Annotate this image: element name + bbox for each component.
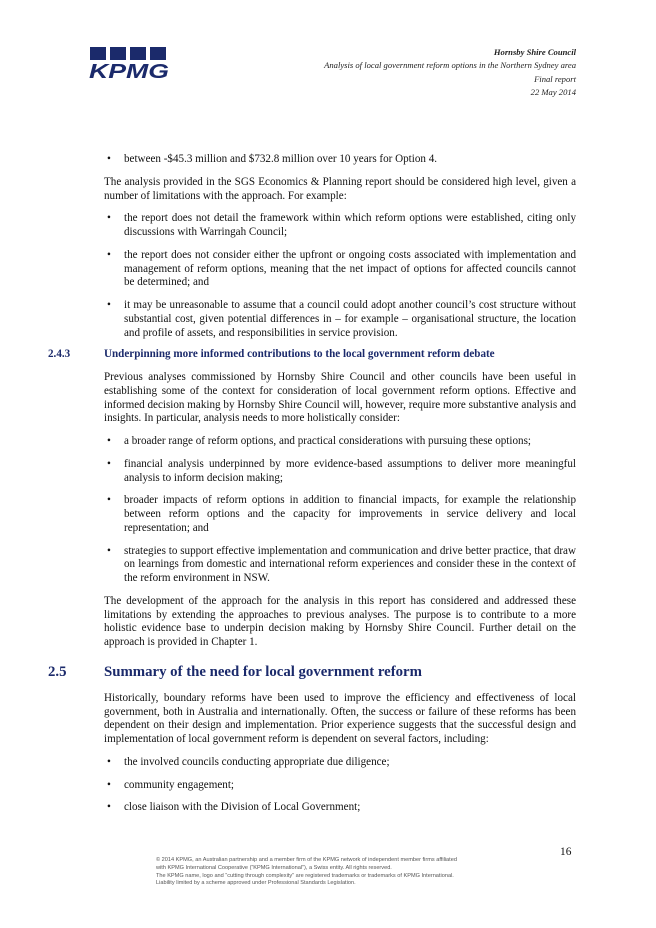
subsection-number: 2.4.3 — [48, 348, 71, 361]
paragraph-historically: Historically, boundary reforms have been used to improve the efficiency and effectiveness of local government, both in Australia and internationally. Often, the success or failure of these reforms has been dependent on their design and implementation. Prior experience suggests that the successful design and implementation of local government reform is dependent on several factors, including: — [104, 691, 576, 745]
section-heading — [48, 663, 576, 681]
footer-legal — [156, 857, 536, 888]
header-organisation: Hornsby Shire Council — [493, 47, 576, 57]
section-title: Summary of the need for local government reform — [104, 663, 422, 680]
header-subtitle: Analysis of local government reform options in the Northern Sydney area — [324, 60, 576, 71]
footer-line: The KPMG name, logo and “cutting through complexity” are registered trademarks or trademarks of KPMG International. — [156, 872, 454, 879]
paragraph-development: The development of the approach for the analysis in this report has considered and addressed these limitations by extending the approaches to previous analyses. The purpose is to contribute to a more holistic evidence base to underpin decision making by Hornsby Shire Council. Further detail on the approach is provided in Chapter 1. — [104, 594, 576, 648]
list-item: • the report does not detail the framework within which reform options were established, citing only discussions with Warringah Council; — [104, 212, 576, 240]
subsection-heading — [48, 348, 576, 362]
running-header — [324, 46, 576, 99]
list-item: • between -$45.3 million and $732.8 million over 10 years for Option 4. — [104, 153, 576, 167]
page-number: 16 — [560, 846, 572, 858]
page-body — [48, 153, 576, 815]
paragraph-sgs: The analysis provided in the SGS Economics & Planning report should be considered high level, given a number of limitations with the approach. For example: — [104, 175, 576, 202]
list-item: • financial analysis underpinned by more evidence-based assumptions to deliver more meaningful analysis to inform decision making; — [104, 458, 576, 486]
list-item: • it may be unreasonable to assume that a council could adopt another council’s cost structure without substantial cost, given potential differences in – for example – organisational structure, the location and profile of assets, and responsibilities in service provision. — [104, 299, 576, 340]
subsection-title: Underpinning more informed contributions to the local government reform debate — [104, 348, 495, 361]
list-item: • the report does not consider either the upfront or ongoing costs associated with implementation and management of reform options, meaning that the net impact of options for affected councils cannot be determined; and — [104, 249, 576, 290]
header-date: 22 May 2014 — [530, 86, 576, 97]
footer-line: Liability limited by a scheme approved under Professional Standards Legislation. — [156, 880, 356, 887]
list-item: • close liaison with the Division of Local Government; — [104, 801, 576, 815]
footer-line: © 2014 KPMG, an Australian partnership and a member firm of the KPMG network of independent member firms affiliated — [156, 857, 457, 863]
section-number: 2.5 — [48, 663, 67, 680]
logo-text: KPMG — [89, 61, 169, 81]
list-item: • strategies to support effective implementation and communication and drive better practice, that draw on learnings from domestic and international reform experiences and consider these in the context of the reform environment in NSW. — [104, 545, 576, 586]
list-item: • broader impacts of reform options in addition to financial impacts, for example the relationship between reform options and the capacity for improvements in service delivery and local representation; and — [104, 494, 576, 535]
kpmg-logo — [88, 45, 172, 81]
header-report-type: Final report — [534, 73, 576, 84]
list-item: • a broader range of reform options, and practical considerations with pursuing these options; — [104, 435, 576, 449]
paragraph-previous: Previous analyses commissioned by Hornsby Shire Council and other councils have been useful in establishing some of the context for consideration of local government reform options. Effective and informed decision making by Hornsby Shire Council will, however, require more substantive analysis and insights. In particular, analysis needs to more holistically consider: — [104, 371, 576, 425]
footer-line: with KPMG International Cooperative (“KPMG International”), a Swiss entity. All rights reserved. — [156, 864, 392, 871]
list-item: • community engagement; — [104, 779, 576, 793]
list-item: • the involved councils conducting appropriate due diligence; — [104, 756, 576, 770]
